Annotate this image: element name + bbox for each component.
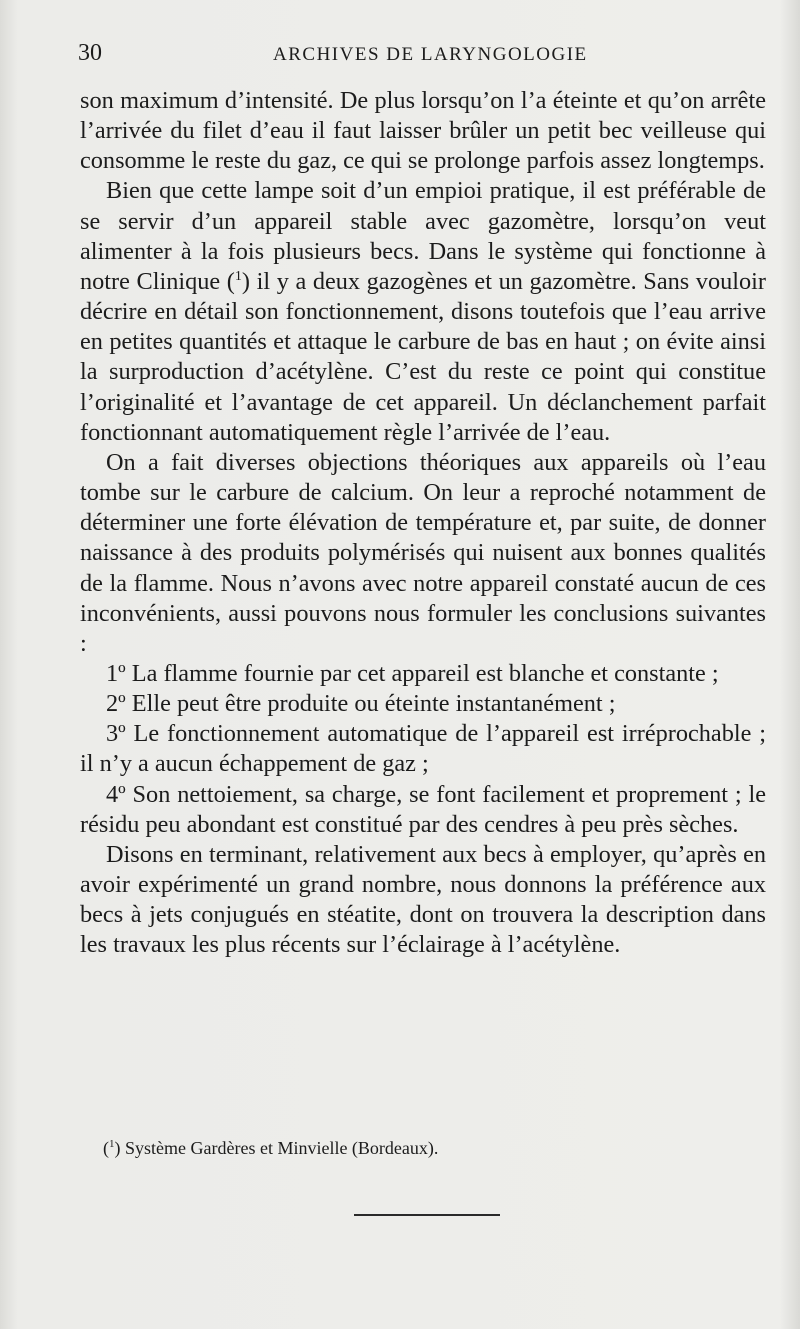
footnote-reference: 1	[234, 268, 242, 284]
footnote-marker: 1	[109, 1138, 115, 1150]
conclusion-item-1: 1º La flamme fournie par cet appareil est blanche et constante ;	[106, 659, 719, 687]
body-text	[80, 86, 766, 961]
running-head	[78, 40, 760, 70]
conclusion-item-3: 3º Le fonctionnement automatique de l’appareil est irréprochable ; il n’y a aucun échappement de gaz ;	[80, 720, 766, 778]
conclusion-item-2: 2º Elle peut être produite ou éteinte instantanément ;	[106, 690, 616, 718]
end-rule	[354, 1214, 500, 1216]
paragraph-text: Bien que cette lampe soit d’un empioi pratique, il est préférable de se servir d’un appareil stable avec gazomètre, lorsqu’on veut alimenter à la fois plusieurs becs. Dans le système qui fonctionne à notre Clinique (	[80, 177, 766, 295]
footnote-text: Système Gardères et Minvielle (Bordeaux).	[125, 1138, 439, 1158]
paragraph-objections: On a fait diverses objections théoriques aux appareils où l’eau tombe sur le carbure de calcium. On leur a reproché notamment de déterminer une forte élévation de température et, par suite, de donner naissance à des produits polymérisés qui nuisent aux bonnes qualités de la flamme. Nous n’avons avec notre appareil constaté aucun de ces inconvénients, aussi pouvons nous formuler les conclusions suivantes :	[80, 448, 766, 657]
footnote: ($^1$) Système Gardères et Minvielle (Bordeaux).	[103, 1138, 439, 1158]
page-number: 30	[78, 40, 102, 66]
conclusion-item-4: 4º Son nettoiement, sa charge, se font facilement et proprement ; le résidu peu abondant est constitué par des cendres à peu près sèches.	[80, 780, 766, 838]
paragraph-apparatus	[80, 176, 766, 447]
paragraph-continued: son maximum d’intensité. De plus lorsqu’on l’a éteinte et qu’on arrête l’arrivée du filet d’eau il faut laisser brûler un petit bec veilleuse qui consomme le reste du gaz, ce qui se prolonge parfois assez longtemps.	[80, 87, 766, 175]
journal-title: ARCHIVES DE LARYNGOLOGIE	[273, 44, 588, 65]
paragraph-closing: Disons en terminant, relativement aux becs à employer, qu’après en avoir expérimenté un grand nombre, nous donnons la préférence aux becs à jets conjugués en stéatite, dont on trouvera la description dans les travaux les plus récents sur l’éclairage à l’acétylène.	[80, 840, 766, 959]
paragraph-text: ) il y a deux gazogènes et un gazomètre. Sans vouloir décrire en détail son fonctionnement, disons toutefois que l’eau arrive en petites quantités et attaque le carbure de bas en haut ; on évite ainsi la surproduction d’acétylène. C’est du reste ce point qui constitue l’originalité et l’avantage de cet appareil. Un déclanchement parfait fonctionnant automatiquement règle l’arrivée de l’eau.	[80, 267, 766, 446]
